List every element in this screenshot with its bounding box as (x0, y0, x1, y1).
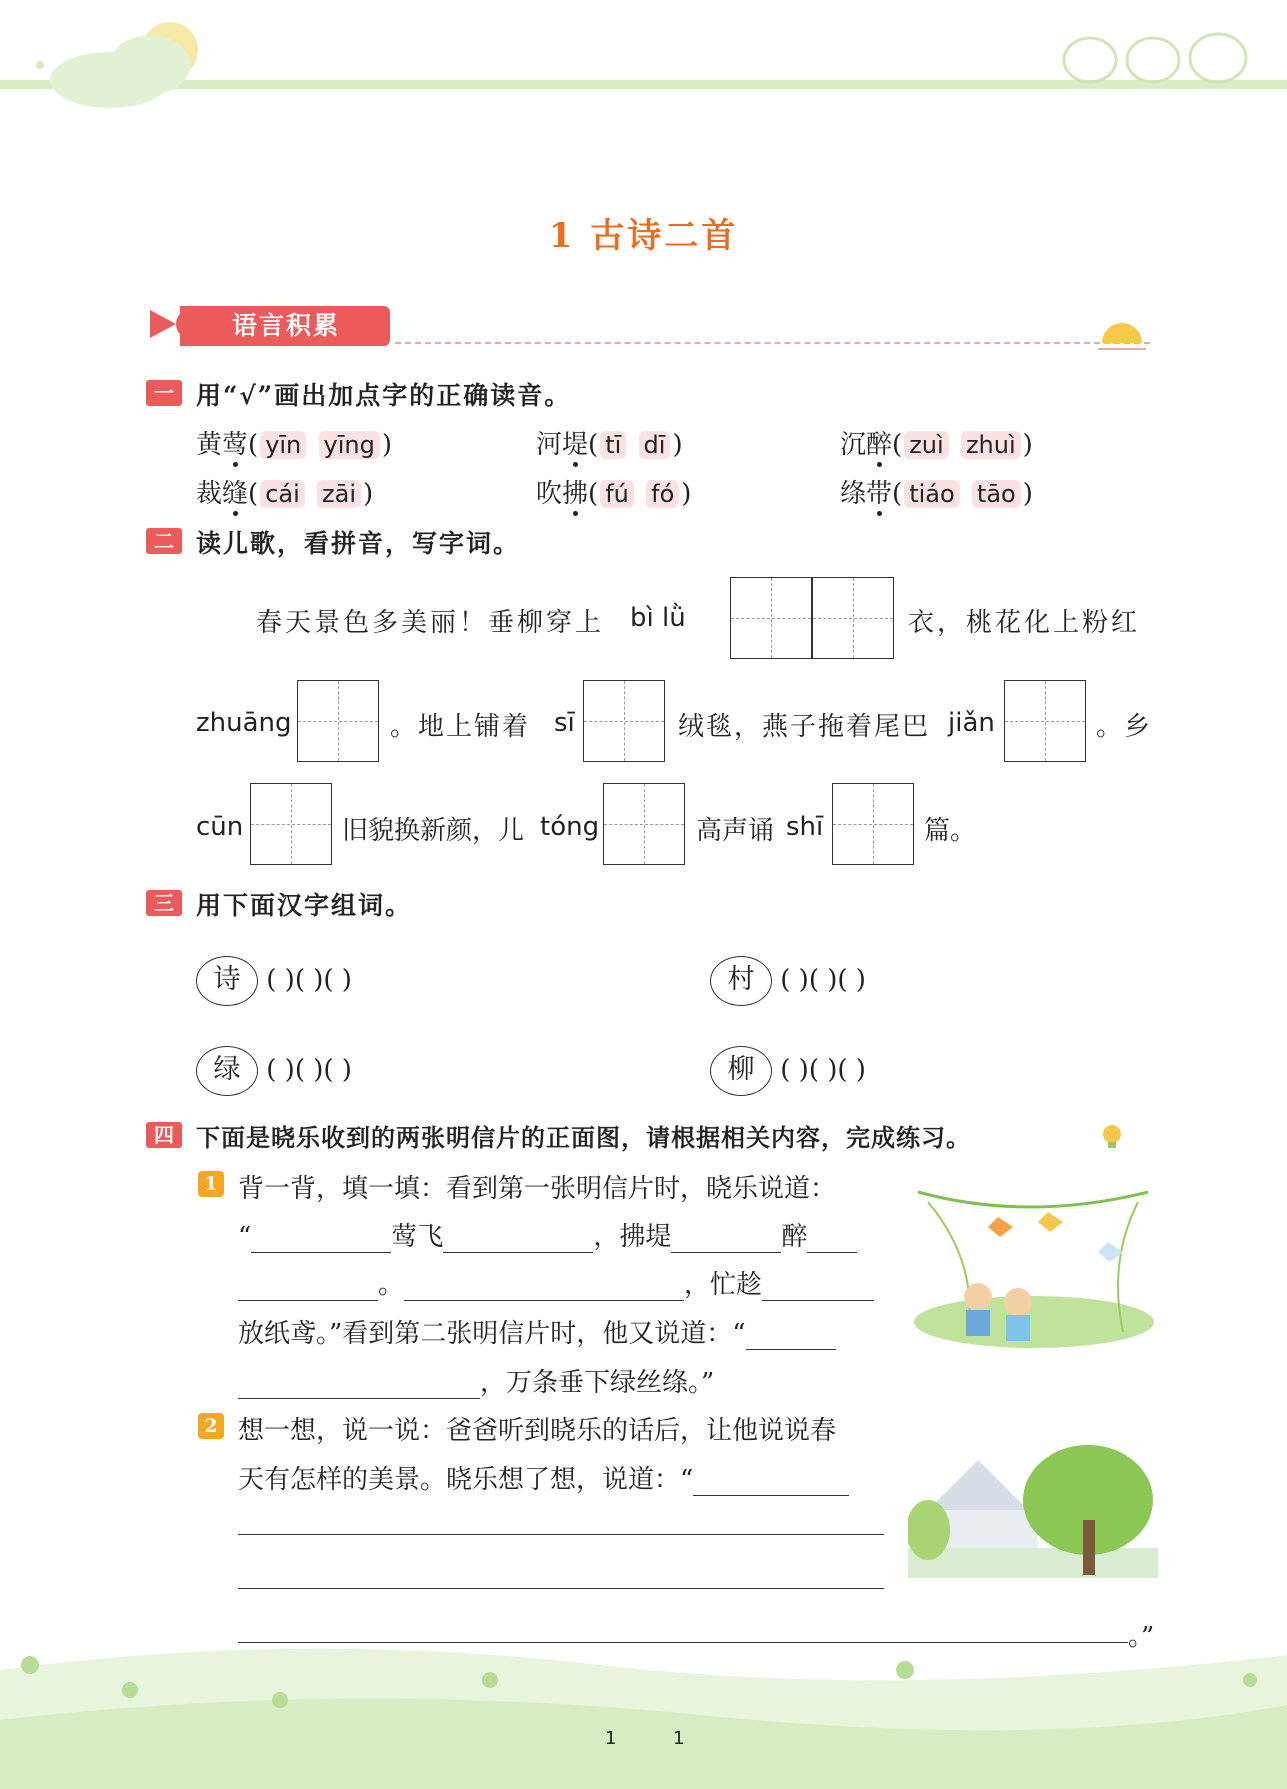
pinyin-item: 吹拂( fú fó ) (536, 479, 692, 509)
section-label: 语言积累 (180, 306, 390, 346)
word-group-row (710, 1046, 866, 1096)
writing-grid[interactable] (832, 783, 914, 865)
pinyin-item: 沉醉( zuì zhuì ) (840, 430, 1033, 460)
answer-blank[interactable] (807, 1226, 857, 1253)
char-oval: 诗 (196, 956, 258, 1006)
pinyin-option[interactable]: zhuì (961, 431, 1021, 459)
word-group-row (196, 956, 352, 1006)
char-oval: 柳 (710, 1046, 772, 1096)
question-number: 一 (146, 380, 182, 406)
answer-blank[interactable] (762, 1274, 874, 1301)
answer-blank[interactable] (251, 1226, 391, 1253)
section-divider (395, 342, 1150, 344)
sunset-icon (1096, 315, 1148, 359)
fill-line: 天有怎样的美景。晓乐想了想，说道：“ (238, 1459, 849, 1496)
pinyin-option[interactable]: yīng (319, 431, 380, 459)
pinyin-hint: cūn (196, 812, 244, 842)
pinyin-option[interactable]: tāo (972, 480, 1021, 508)
answer-blank[interactable]: ( ) (294, 965, 324, 995)
pinyin-option[interactable]: fú (600, 480, 634, 508)
willow-village-illustration (908, 1440, 1160, 1580)
poem-text: 衣，桃花化上粉红 (908, 608, 1141, 638)
sub-question-number: 1 (198, 1171, 224, 1197)
answer-blank[interactable]: ( ) (323, 1055, 352, 1085)
word-group-row (196, 1046, 352, 1096)
pinyin-hint: bì lǜ (630, 603, 686, 633)
poem-text: 春天景色多美丽！垂柳穿上 (256, 608, 605, 638)
lightbulb-icon (1098, 1122, 1126, 1152)
pinyin-option[interactable]: yīn (260, 431, 306, 459)
poem-text: 。地上铺着 (390, 712, 531, 742)
closing-quote: 。” (1128, 1622, 1155, 1652)
pinyin-hint: shī (786, 812, 824, 842)
pinyin-hint: zhuāng (196, 708, 292, 738)
poem-text: 绒毯，燕子拖着尾巴 (678, 712, 931, 742)
pinyin-hint: sī (554, 708, 575, 738)
kite-children-illustration (908, 1182, 1160, 1352)
pinyin-item: 裁缝( cái zāi ) (196, 479, 374, 509)
answer-blank[interactable]: ( ) (780, 1055, 809, 1085)
poem-text: 。乡 (1096, 712, 1153, 742)
fill-line: 。 ，忙趁 (238, 1264, 874, 1301)
sub-question-number: 2 (198, 1413, 224, 1439)
pinyin-option[interactable]: zuì (904, 431, 948, 459)
answer-line[interactable] (238, 1588, 884, 1589)
answer-blank[interactable]: ( ) (266, 1055, 295, 1085)
pinyin-option[interactable]: fó (646, 480, 679, 508)
pinyin-item: 绦带( tiáo tāo ) (840, 479, 1033, 509)
cloud-sun-icon (20, 5, 210, 115)
char-oval: 绿 (196, 1046, 258, 1096)
page-number: 1 (605, 1728, 617, 1749)
pinyin-option[interactable]: tiáo (904, 480, 959, 508)
answer-blank[interactable]: ( ) (323, 965, 352, 995)
question-number: 四 (146, 1122, 182, 1148)
writing-grid[interactable] (250, 783, 332, 865)
poem-text: 旧貌换新颜，儿 (342, 816, 525, 846)
word-group-row (710, 956, 866, 1006)
answer-blank[interactable]: ( ) (780, 965, 809, 995)
fill-line: “ 莺飞 ，拂堤 醉 (238, 1216, 857, 1253)
fill-line: 放纸鸢。”看到第二张明信片时，他又说道：“ (238, 1313, 836, 1350)
char-oval: 村 (710, 956, 772, 1006)
question-number: 三 (146, 890, 182, 916)
writing-grid[interactable] (730, 577, 812, 659)
answer-blank[interactable]: ( ) (808, 1055, 838, 1085)
poem-text: 高声诵 (696, 816, 775, 846)
pinyin-item: 黄莺( yīn yīng ) (196, 430, 393, 460)
animal-faces-icon (1060, 22, 1250, 84)
question-text: 下面是晓乐收到的两张明信片的正面图，请根据相关内容，完成练习。 (196, 1123, 971, 1152)
footer-hills (0, 1610, 1287, 1789)
answer-blank[interactable]: ( ) (266, 965, 295, 995)
answer-blank[interactable]: ( ) (837, 1055, 866, 1085)
writing-grid[interactable] (603, 783, 685, 865)
answer-blank[interactable] (238, 1372, 480, 1399)
answer-blank[interactable] (443, 1226, 593, 1253)
answer-blank[interactable]: ( ) (294, 1055, 324, 1085)
pinyin-hint: jiǎn (948, 708, 995, 738)
answer-blank[interactable]: ( ) (837, 965, 866, 995)
page-title: 1 古诗二首 (548, 216, 739, 256)
pinyin-option[interactable]: dī (639, 431, 671, 459)
pinyin-option[interactable]: zāi (317, 480, 361, 508)
writing-grid[interactable] (583, 680, 665, 762)
pinyin-item: 河堤( tī dī ) (536, 430, 683, 460)
poem-text: 篇。 (924, 816, 977, 846)
question-text: 用“√”画出加点字的正确读音。 (196, 381, 572, 410)
answer-blank[interactable] (671, 1226, 781, 1253)
answer-blank[interactable] (746, 1323, 836, 1350)
sub-question-text: 想一想，说一说：爸爸听到晓乐的话后，让他说说春 (238, 1416, 837, 1446)
fill-line: ，万条垂下绿丝绦。” (238, 1362, 714, 1399)
writing-grid[interactable] (812, 577, 894, 659)
pinyin-option[interactable]: tī (600, 431, 626, 459)
question-text: 读儿歌，看拼音，写字词。 (196, 529, 521, 558)
page-number: 1 (673, 1728, 685, 1749)
answer-blank[interactable] (404, 1274, 684, 1301)
sub-question-text: 背一背，填一填：看到第一张明信片时，晓乐说道： (238, 1174, 837, 1204)
pinyin-hint: tóng (540, 812, 600, 842)
pinyin-option[interactable]: cái (260, 480, 305, 508)
writing-grid[interactable] (297, 680, 379, 762)
question-number: 二 (146, 528, 182, 554)
answer-blank[interactable] (693, 1469, 849, 1496)
answer-blank[interactable] (238, 1274, 378, 1301)
writing-grid[interactable] (1004, 680, 1086, 762)
answer-line[interactable] (238, 1534, 884, 1535)
answer-blank[interactable]: ( ) (808, 965, 838, 995)
question-text: 用下面汉字组词。 (196, 891, 413, 920)
